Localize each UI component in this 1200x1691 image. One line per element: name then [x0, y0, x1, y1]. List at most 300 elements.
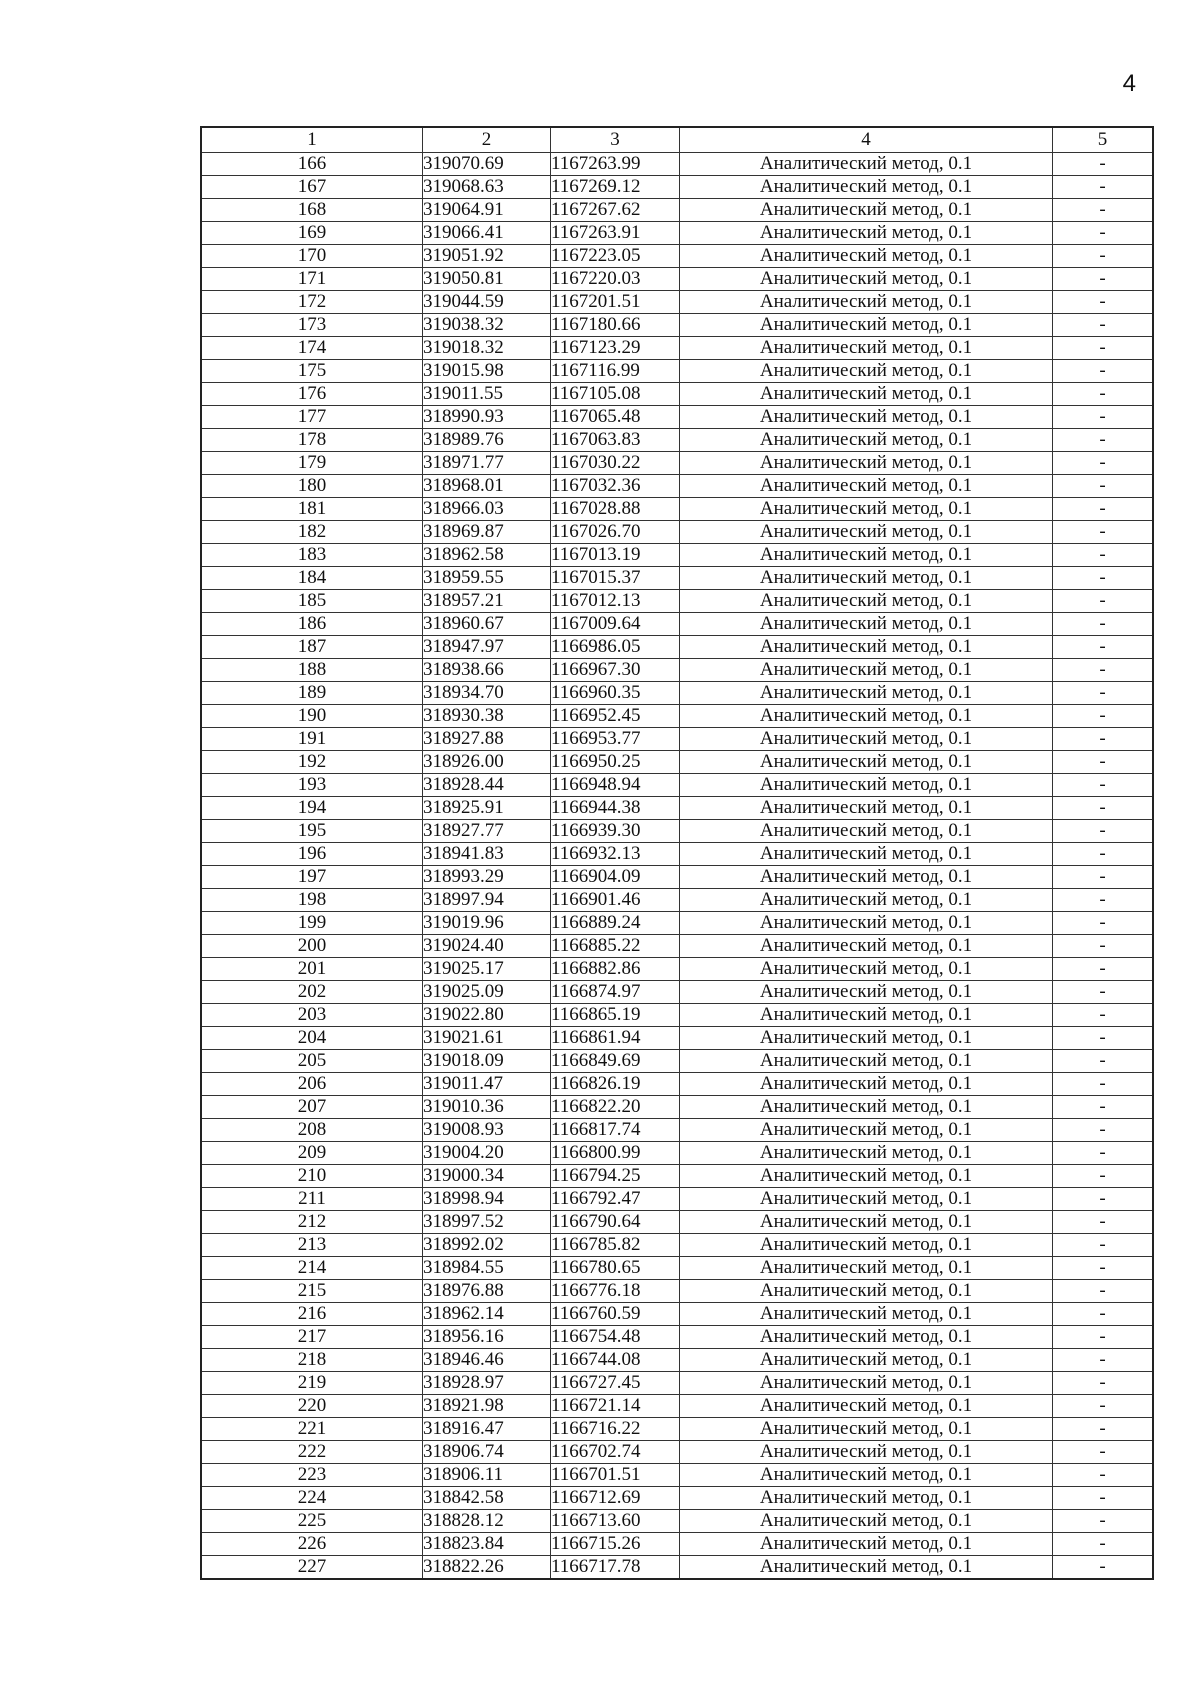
note-cell: - — [1053, 636, 1154, 659]
point-number-cell: 225 — [201, 1510, 423, 1533]
point-number-cell: 193 — [201, 774, 423, 797]
note-cell: - — [1053, 429, 1154, 452]
y-coordinate-cell: 1166780.65 — [551, 1257, 680, 1280]
y-coordinate-cell: 1166901.46 — [551, 889, 680, 912]
point-number-cell: 212 — [201, 1211, 423, 1234]
point-number-cell: 216 — [201, 1303, 423, 1326]
table-body — [201, 153, 1153, 1580]
x-coordinate-cell: 319018.09 — [423, 1050, 551, 1073]
x-coordinate-cell: 318971.77 — [423, 452, 551, 475]
point-number-cell: 205 — [201, 1050, 423, 1073]
method-cell: Аналитический метод, 0.1 — [680, 153, 1053, 176]
y-coordinate-cell: 1166721.14 — [551, 1395, 680, 1418]
y-coordinate-cell: 1166717.78 — [551, 1556, 680, 1580]
point-number-cell: 194 — [201, 797, 423, 820]
y-coordinate-cell: 1166701.51 — [551, 1464, 680, 1487]
note-cell: - — [1053, 1280, 1154, 1303]
table-row — [201, 613, 1153, 636]
note-cell: - — [1053, 1188, 1154, 1211]
y-coordinate-cell: 1166948.94 — [551, 774, 680, 797]
note-cell: - — [1053, 774, 1154, 797]
method-cell: Аналитический метод, 0.1 — [680, 1234, 1053, 1257]
x-coordinate-cell: 319025.17 — [423, 958, 551, 981]
point-number-cell: 189 — [201, 682, 423, 705]
y-coordinate-cell: 1166744.08 — [551, 1349, 680, 1372]
y-coordinate-cell: 1167063.83 — [551, 429, 680, 452]
note-cell: - — [1053, 912, 1154, 935]
note-cell: - — [1053, 590, 1154, 613]
note-cell: - — [1053, 682, 1154, 705]
method-cell: Аналитический метод, 0.1 — [680, 1188, 1053, 1211]
x-coordinate-cell: 319070.69 — [423, 153, 551, 176]
point-number-cell: 214 — [201, 1257, 423, 1280]
y-coordinate-cell: 1166712.69 — [551, 1487, 680, 1510]
point-number-cell: 195 — [201, 820, 423, 843]
x-coordinate-cell: 318962.58 — [423, 544, 551, 567]
point-number-cell: 209 — [201, 1142, 423, 1165]
y-coordinate-cell: 1166849.69 — [551, 1050, 680, 1073]
column-header: 1 — [201, 127, 423, 153]
table-row — [201, 1096, 1153, 1119]
y-coordinate-cell: 1166885.22 — [551, 935, 680, 958]
point-number-cell: 188 — [201, 659, 423, 682]
note-cell: - — [1053, 659, 1154, 682]
x-coordinate-cell: 318928.44 — [423, 774, 551, 797]
y-coordinate-cell: 1166800.99 — [551, 1142, 680, 1165]
method-cell: Аналитический метод, 0.1 — [680, 1556, 1053, 1580]
x-coordinate-cell: 318906.11 — [423, 1464, 551, 1487]
x-coordinate-cell: 318941.83 — [423, 843, 551, 866]
x-coordinate-cell: 318842.58 — [423, 1487, 551, 1510]
method-cell: Аналитический метод, 0.1 — [680, 1142, 1053, 1165]
y-coordinate-cell: 1166882.86 — [551, 958, 680, 981]
point-number-cell: 196 — [201, 843, 423, 866]
x-coordinate-cell: 319000.34 — [423, 1165, 551, 1188]
table-row — [201, 682, 1153, 705]
table-row — [201, 314, 1153, 337]
y-coordinate-cell: 1166715.26 — [551, 1533, 680, 1556]
y-coordinate-cell: 1167032.36 — [551, 475, 680, 498]
note-cell: - — [1053, 728, 1154, 751]
note-cell: - — [1053, 1487, 1154, 1510]
method-cell: Аналитический метод, 0.1 — [680, 291, 1053, 314]
method-cell: Аналитический метод, 0.1 — [680, 682, 1053, 705]
note-cell: - — [1053, 935, 1154, 958]
table-row — [201, 820, 1153, 843]
method-cell: Аналитический метод, 0.1 — [680, 935, 1053, 958]
y-coordinate-cell: 1166950.25 — [551, 751, 680, 774]
method-cell: Аналитический метод, 0.1 — [680, 268, 1053, 291]
table-row — [201, 199, 1153, 222]
table-row — [201, 705, 1153, 728]
note-cell: - — [1053, 544, 1154, 567]
table-row — [201, 498, 1153, 521]
note-cell: - — [1053, 1165, 1154, 1188]
method-cell: Аналитический метод, 0.1 — [680, 613, 1053, 636]
x-coordinate-cell: 318959.55 — [423, 567, 551, 590]
note-cell: - — [1053, 1418, 1154, 1441]
x-coordinate-cell: 318926.00 — [423, 751, 551, 774]
point-number-cell: 169 — [201, 222, 423, 245]
y-coordinate-cell: 1166713.60 — [551, 1510, 680, 1533]
note-cell: - — [1053, 1395, 1154, 1418]
x-coordinate-cell: 318956.16 — [423, 1326, 551, 1349]
y-coordinate-cell: 1166727.45 — [551, 1372, 680, 1395]
x-coordinate-cell: 318828.12 — [423, 1510, 551, 1533]
note-cell: - — [1053, 1257, 1154, 1280]
x-coordinate-cell: 319019.96 — [423, 912, 551, 935]
y-coordinate-cell: 1166794.25 — [551, 1165, 680, 1188]
y-coordinate-cell: 1166952.45 — [551, 705, 680, 728]
note-cell: - — [1053, 199, 1154, 222]
note-cell: - — [1053, 820, 1154, 843]
table-row — [201, 337, 1153, 360]
x-coordinate-cell: 319022.80 — [423, 1004, 551, 1027]
y-coordinate-cell: 1166874.97 — [551, 981, 680, 1004]
y-coordinate-cell: 1167220.03 — [551, 268, 680, 291]
point-number-cell: 210 — [201, 1165, 423, 1188]
method-cell: Аналитический метод, 0.1 — [680, 843, 1053, 866]
note-cell: - — [1053, 1556, 1154, 1580]
method-cell: Аналитический метод, 0.1 — [680, 1280, 1053, 1303]
method-cell: Аналитический метод, 0.1 — [680, 544, 1053, 567]
point-number-cell: 226 — [201, 1533, 423, 1556]
method-cell: Аналитический метод, 0.1 — [680, 360, 1053, 383]
method-cell: Аналитический метод, 0.1 — [680, 1326, 1053, 1349]
point-number-cell: 168 — [201, 199, 423, 222]
method-cell: Аналитический метод, 0.1 — [680, 659, 1053, 682]
x-coordinate-cell: 318957.21 — [423, 590, 551, 613]
y-coordinate-cell: 1167201.51 — [551, 291, 680, 314]
x-coordinate-cell: 318930.38 — [423, 705, 551, 728]
x-coordinate-cell: 319011.47 — [423, 1073, 551, 1096]
table-row — [201, 1119, 1153, 1142]
table-row — [201, 1050, 1153, 1073]
y-coordinate-cell: 1167105.08 — [551, 383, 680, 406]
point-number-cell: 184 — [201, 567, 423, 590]
note-cell: - — [1053, 1119, 1154, 1142]
note-cell: - — [1053, 360, 1154, 383]
table-row — [201, 1349, 1153, 1372]
table-row — [201, 590, 1153, 613]
table-row — [201, 1234, 1153, 1257]
note-cell: - — [1053, 751, 1154, 774]
x-coordinate-cell: 319015.98 — [423, 360, 551, 383]
y-coordinate-cell: 1167269.12 — [551, 176, 680, 199]
x-coordinate-cell: 319068.63 — [423, 176, 551, 199]
point-number-cell: 174 — [201, 337, 423, 360]
point-number-cell: 217 — [201, 1326, 423, 1349]
method-cell: Аналитический метод, 0.1 — [680, 1349, 1053, 1372]
table-row — [201, 222, 1153, 245]
note-cell: - — [1053, 1073, 1154, 1096]
table-row — [201, 981, 1153, 1004]
table-row — [201, 429, 1153, 452]
x-coordinate-cell: 318969.87 — [423, 521, 551, 544]
table-row — [201, 291, 1153, 314]
method-cell: Аналитический метод, 0.1 — [680, 889, 1053, 912]
table-row — [201, 245, 1153, 268]
x-coordinate-cell: 319024.40 — [423, 935, 551, 958]
table-row — [201, 567, 1153, 590]
y-coordinate-cell: 1167030.22 — [551, 452, 680, 475]
point-number-cell: 204 — [201, 1027, 423, 1050]
x-coordinate-cell: 319066.41 — [423, 222, 551, 245]
table-row — [201, 475, 1153, 498]
x-coordinate-cell: 318906.74 — [423, 1441, 551, 1464]
x-coordinate-cell: 318925.91 — [423, 797, 551, 820]
table-row — [201, 889, 1153, 912]
note-cell: - — [1053, 1142, 1154, 1165]
table-row — [201, 1441, 1153, 1464]
point-number-cell: 201 — [201, 958, 423, 981]
note-cell: - — [1053, 1372, 1154, 1395]
note-cell: - — [1053, 705, 1154, 728]
table-row — [201, 1188, 1153, 1211]
point-number-cell: 173 — [201, 314, 423, 337]
point-number-cell: 180 — [201, 475, 423, 498]
method-cell: Аналитический метод, 0.1 — [680, 1027, 1053, 1050]
note-cell: - — [1053, 1050, 1154, 1073]
x-coordinate-cell: 318998.94 — [423, 1188, 551, 1211]
y-coordinate-cell: 1166861.94 — [551, 1027, 680, 1050]
note-cell: - — [1053, 153, 1154, 176]
table-row — [201, 1280, 1153, 1303]
x-coordinate-cell: 318960.67 — [423, 613, 551, 636]
note-cell: - — [1053, 1234, 1154, 1257]
x-coordinate-cell: 318962.14 — [423, 1303, 551, 1326]
note-cell: - — [1053, 1533, 1154, 1556]
x-coordinate-cell: 318993.29 — [423, 866, 551, 889]
x-coordinate-cell: 319008.93 — [423, 1119, 551, 1142]
point-number-cell: 167 — [201, 176, 423, 199]
note-cell: - — [1053, 1303, 1154, 1326]
x-coordinate-cell: 318966.03 — [423, 498, 551, 521]
x-coordinate-cell: 318947.97 — [423, 636, 551, 659]
x-coordinate-cell: 319010.36 — [423, 1096, 551, 1119]
page-number: 4 — [1122, 70, 1136, 97]
y-coordinate-cell: 1166822.20 — [551, 1096, 680, 1119]
table-row — [201, 1027, 1153, 1050]
note-cell: - — [1053, 222, 1154, 245]
y-coordinate-cell: 1166865.19 — [551, 1004, 680, 1027]
note-cell: - — [1053, 176, 1154, 199]
y-coordinate-cell: 1166790.64 — [551, 1211, 680, 1234]
note-cell: - — [1053, 613, 1154, 636]
table-row — [201, 406, 1153, 429]
note-cell: - — [1053, 1027, 1154, 1050]
x-coordinate-cell: 319004.20 — [423, 1142, 551, 1165]
column-header: 3 — [551, 127, 680, 153]
method-cell: Аналитический метод, 0.1 — [680, 1533, 1053, 1556]
point-number-cell: 198 — [201, 889, 423, 912]
x-coordinate-cell: 318968.01 — [423, 475, 551, 498]
y-coordinate-cell: 1166716.22 — [551, 1418, 680, 1441]
x-coordinate-cell: 318822.26 — [423, 1556, 551, 1580]
method-cell: Аналитический метод, 0.1 — [680, 521, 1053, 544]
method-cell: Аналитический метод, 0.1 — [680, 1050, 1053, 1073]
point-number-cell: 175 — [201, 360, 423, 383]
method-cell: Аналитический метод, 0.1 — [680, 1372, 1053, 1395]
table-row — [201, 1372, 1153, 1395]
note-cell: - — [1053, 981, 1154, 1004]
note-cell: - — [1053, 958, 1154, 981]
note-cell: - — [1053, 797, 1154, 820]
table-row — [201, 843, 1153, 866]
y-coordinate-cell: 1166932.13 — [551, 843, 680, 866]
point-number-cell: 202 — [201, 981, 423, 1004]
y-coordinate-cell: 1166776.18 — [551, 1280, 680, 1303]
column-header: 2 — [423, 127, 551, 153]
table-row — [201, 1142, 1153, 1165]
point-number-cell: 207 — [201, 1096, 423, 1119]
note-cell: - — [1053, 843, 1154, 866]
y-coordinate-cell: 1166817.74 — [551, 1119, 680, 1142]
table-row — [201, 452, 1153, 475]
table-row — [201, 544, 1153, 567]
table-row — [201, 866, 1153, 889]
table-row — [201, 1211, 1153, 1234]
y-coordinate-cell: 1166792.47 — [551, 1188, 680, 1211]
point-number-cell: 191 — [201, 728, 423, 751]
table-row — [201, 521, 1153, 544]
y-coordinate-cell: 1166953.77 — [551, 728, 680, 751]
y-coordinate-cell: 1167028.88 — [551, 498, 680, 521]
x-coordinate-cell: 318934.70 — [423, 682, 551, 705]
x-coordinate-cell: 318927.77 — [423, 820, 551, 843]
point-number-cell: 177 — [201, 406, 423, 429]
method-cell: Аналитический метод, 0.1 — [680, 1510, 1053, 1533]
point-number-cell: 211 — [201, 1188, 423, 1211]
y-coordinate-cell: 1167015.37 — [551, 567, 680, 590]
y-coordinate-cell: 1167263.91 — [551, 222, 680, 245]
method-cell: Аналитический метод, 0.1 — [680, 337, 1053, 360]
y-coordinate-cell: 1166826.19 — [551, 1073, 680, 1096]
note-cell: - — [1053, 498, 1154, 521]
note-cell: - — [1053, 889, 1154, 912]
method-cell: Аналитический метод, 0.1 — [680, 912, 1053, 935]
note-cell: - — [1053, 314, 1154, 337]
note-cell: - — [1053, 406, 1154, 429]
method-cell: Аналитический метод, 0.1 — [680, 245, 1053, 268]
y-coordinate-cell: 1167180.66 — [551, 314, 680, 337]
point-number-cell: 190 — [201, 705, 423, 728]
note-cell: - — [1053, 567, 1154, 590]
x-coordinate-cell: 319044.59 — [423, 291, 551, 314]
method-cell: Аналитический метод, 0.1 — [680, 1418, 1053, 1441]
point-number-cell: 222 — [201, 1441, 423, 1464]
y-coordinate-cell: 1167223.05 — [551, 245, 680, 268]
method-cell: Аналитический метод, 0.1 — [680, 1165, 1053, 1188]
x-coordinate-cell: 318946.46 — [423, 1349, 551, 1372]
table-row — [201, 912, 1153, 935]
point-number-cell: 219 — [201, 1372, 423, 1395]
x-coordinate-cell: 318823.84 — [423, 1533, 551, 1556]
y-coordinate-cell: 1166939.30 — [551, 820, 680, 843]
point-number-cell: 208 — [201, 1119, 423, 1142]
table-row — [201, 659, 1153, 682]
method-cell: Аналитический метод, 0.1 — [680, 1395, 1053, 1418]
method-cell: Аналитический метод, 0.1 — [680, 1303, 1053, 1326]
x-coordinate-cell: 319021.61 — [423, 1027, 551, 1050]
y-coordinate-cell: 1166986.05 — [551, 636, 680, 659]
table-row — [201, 1004, 1153, 1027]
note-cell: - — [1053, 1349, 1154, 1372]
x-coordinate-cell: 318927.88 — [423, 728, 551, 751]
column-header: 4 — [680, 127, 1053, 153]
point-number-cell: 182 — [201, 521, 423, 544]
note-cell: - — [1053, 1096, 1154, 1119]
method-cell: Аналитический метод, 0.1 — [680, 1441, 1053, 1464]
table-row — [201, 1303, 1153, 1326]
method-cell: Аналитический метод, 0.1 — [680, 475, 1053, 498]
y-coordinate-cell: 1166889.24 — [551, 912, 680, 935]
table-row — [201, 176, 1153, 199]
point-number-cell: 187 — [201, 636, 423, 659]
note-cell: - — [1053, 1004, 1154, 1027]
note-cell: - — [1053, 521, 1154, 544]
y-coordinate-cell: 1167116.99 — [551, 360, 680, 383]
point-number-cell: 178 — [201, 429, 423, 452]
x-coordinate-cell: 318976.88 — [423, 1280, 551, 1303]
method-cell: Аналитический метод, 0.1 — [680, 728, 1053, 751]
table-row — [201, 153, 1153, 176]
table-row — [201, 383, 1153, 406]
note-cell: - — [1053, 383, 1154, 406]
method-cell: Аналитический метод, 0.1 — [680, 981, 1053, 1004]
point-number-cell: 183 — [201, 544, 423, 567]
y-coordinate-cell: 1166760.59 — [551, 1303, 680, 1326]
table-row — [201, 1510, 1153, 1533]
table-row — [201, 1073, 1153, 1096]
y-coordinate-cell: 1167123.29 — [551, 337, 680, 360]
method-cell: Аналитический метод, 0.1 — [680, 705, 1053, 728]
method-cell: Аналитический метод, 0.1 — [680, 797, 1053, 820]
table-row — [201, 1533, 1153, 1556]
y-coordinate-cell: 1167026.70 — [551, 521, 680, 544]
point-number-cell: 197 — [201, 866, 423, 889]
point-number-cell: 221 — [201, 1418, 423, 1441]
point-number-cell: 227 — [201, 1556, 423, 1580]
x-coordinate-cell: 318984.55 — [423, 1257, 551, 1280]
point-number-cell: 199 — [201, 912, 423, 935]
column-header: 5 — [1053, 127, 1154, 153]
method-cell: Аналитический метод, 0.1 — [680, 1004, 1053, 1027]
note-cell: - — [1053, 291, 1154, 314]
y-coordinate-cell: 1166702.74 — [551, 1441, 680, 1464]
y-coordinate-cell: 1166967.30 — [551, 659, 680, 682]
note-cell: - — [1053, 475, 1154, 498]
table-row — [201, 728, 1153, 751]
point-number-cell: 200 — [201, 935, 423, 958]
y-coordinate-cell: 1167009.64 — [551, 613, 680, 636]
method-cell: Аналитический метод, 0.1 — [680, 958, 1053, 981]
x-coordinate-cell: 318916.47 — [423, 1418, 551, 1441]
coordinates-table — [200, 126, 1154, 1580]
table-row — [201, 1395, 1153, 1418]
point-number-cell: 186 — [201, 613, 423, 636]
method-cell: Аналитический метод, 0.1 — [680, 383, 1053, 406]
method-cell: Аналитический метод, 0.1 — [680, 222, 1053, 245]
table-row — [201, 268, 1153, 291]
note-cell: - — [1053, 268, 1154, 291]
x-coordinate-cell: 319051.92 — [423, 245, 551, 268]
method-cell: Аналитический метод, 0.1 — [680, 452, 1053, 475]
method-cell: Аналитический метод, 0.1 — [680, 567, 1053, 590]
method-cell: Аналитический метод, 0.1 — [680, 1257, 1053, 1280]
table-row — [201, 636, 1153, 659]
x-coordinate-cell: 318989.76 — [423, 429, 551, 452]
